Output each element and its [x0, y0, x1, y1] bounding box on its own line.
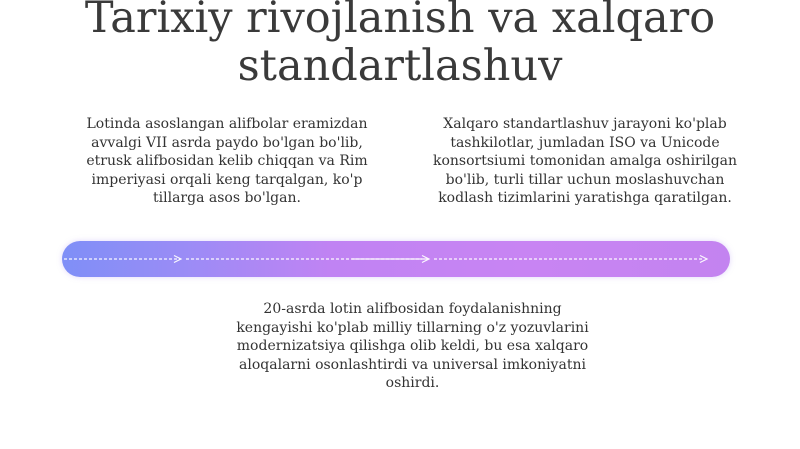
page-title-line-2: standartlashuv — [237, 41, 563, 91]
standardization-paragraph: Xalqaro standartlashuv jarayoni ko'plab tashkilotlar, jumladan ISO va Unicode konsortsiumi tomonidan amalga oshirilgan bo'lib, turli tillar uchun moslashuvchan kodlash tizimlarini yaratishga qaratilgan. — [432, 116, 738, 206]
modernization-paragraph: 20-asrda lotin alifbosidan foydalanishning kengayishi ko'plab milliy tillarning o'z yozuvlarini modernizatsiya qilishga olib keldi, bu esa xalqaro aloqalarni osonlashtirdi va universal imkoniyatni oshirdi. — [236, 301, 589, 391]
timeline-arrows — [62, 241, 730, 277]
page-title-line-1: Tarixiy rivojlanish va xalqaro — [84, 0, 716, 43]
timeline-bar — [62, 241, 730, 277]
page-title — [0, 0, 800, 90]
history-paragraph: Lotinda asoslangan alifbolar eramizdan avvalgi VII asrda paydo bo'lgan bo'lib, etrusk alifbosidan kelib chiqqan va Rim imperiyasi orqali keng tarqalgan, ko'p tillarga asos bo'lgan. — [86, 116, 368, 206]
